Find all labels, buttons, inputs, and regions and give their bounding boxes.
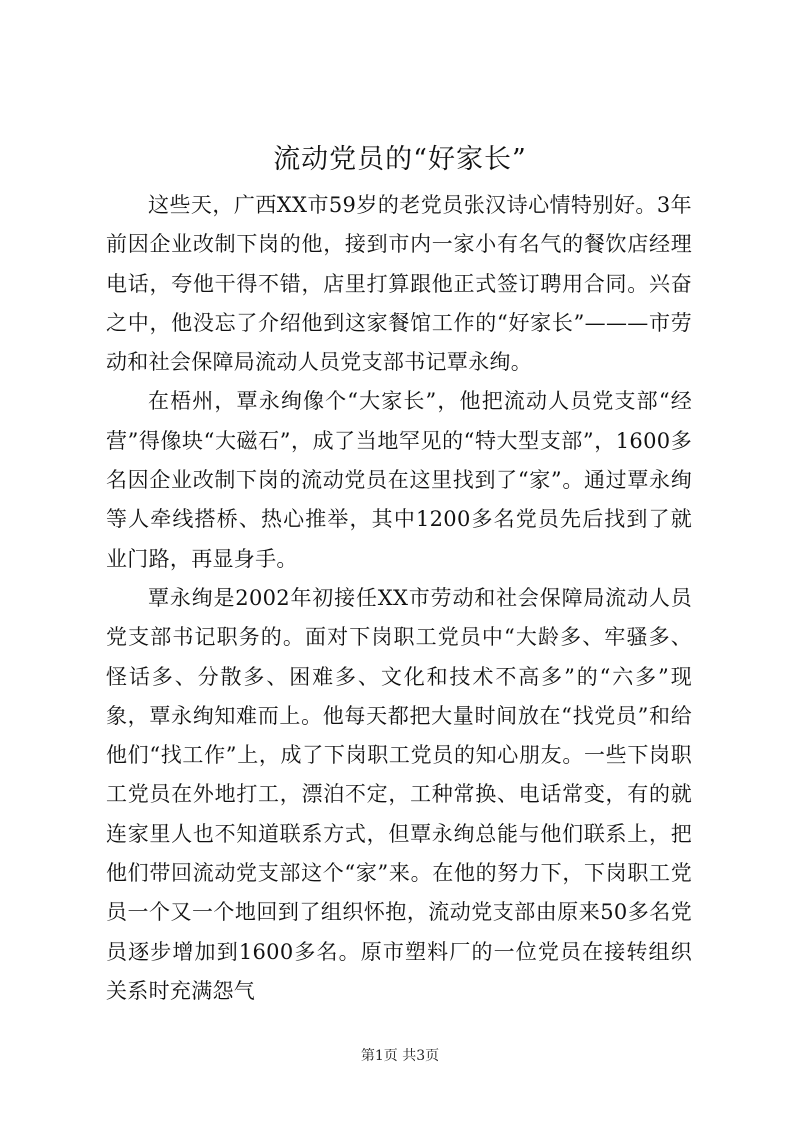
paragraph-2: 在梧州，覃永绚像个“大家长”，他把流动人员党支部“经营”得像块“大磁石”，成了当地罕见的“特大型支部”，1600多名因企业改制下岗的流动党员在这里找到了“家”。通过覃永绚等人牵线搭桥、热心推举，其中1200多名党员先后找到了就业门路，再显身手。 [106,389,692,571]
page-footer: 第1页 共3页 [360,1048,440,1064]
document-title: 流动党员的“好家长” [273,144,527,175]
document-body [106,186,692,1011]
paragraph-3: 覃永绚是2002年初接任XX市劳动和社会保障局流动人员党支部书记职务的。面对下岗职工党员中“大龄多、牢骚多、怪话多、分散多、困难多、文化和技术不高多”的“六多”现象，覃永绚知难而上。他每天都把大量时间放在“找党员”和给他们“找工作”上，成了下岗职工党员的知心朋友。一些下岗职工党员在外地打工，漂泊不定，工种常换、电话常变，有的就连家里人也不知道联系方式，但覃永绚总能与他们联系上，把他们带回流动党支部这个“家”来。在他的努力下，下岗职工党员一个又一个地回到了组织怀抱，流动党支部由原来50多名党员逐步增加到1600多名。原市塑料厂的一位党员在接转组织关系时充满怨气 [106,585,692,1003]
paragraph-1: 这些天，广西XX市59岁的老党员张汉诗心情特别好。3年前因企业改制下岗的他，接到市内一家小有名气的餐饮店经理电话，夸他干得不错，店里打算跟他正式签订聘用合同。兴奋之中，他没忘了介绍他到这家餐馆工作的“好家长”———市劳动和社会保障局流动人员党支部书记覃永绚。 [106,193,692,375]
